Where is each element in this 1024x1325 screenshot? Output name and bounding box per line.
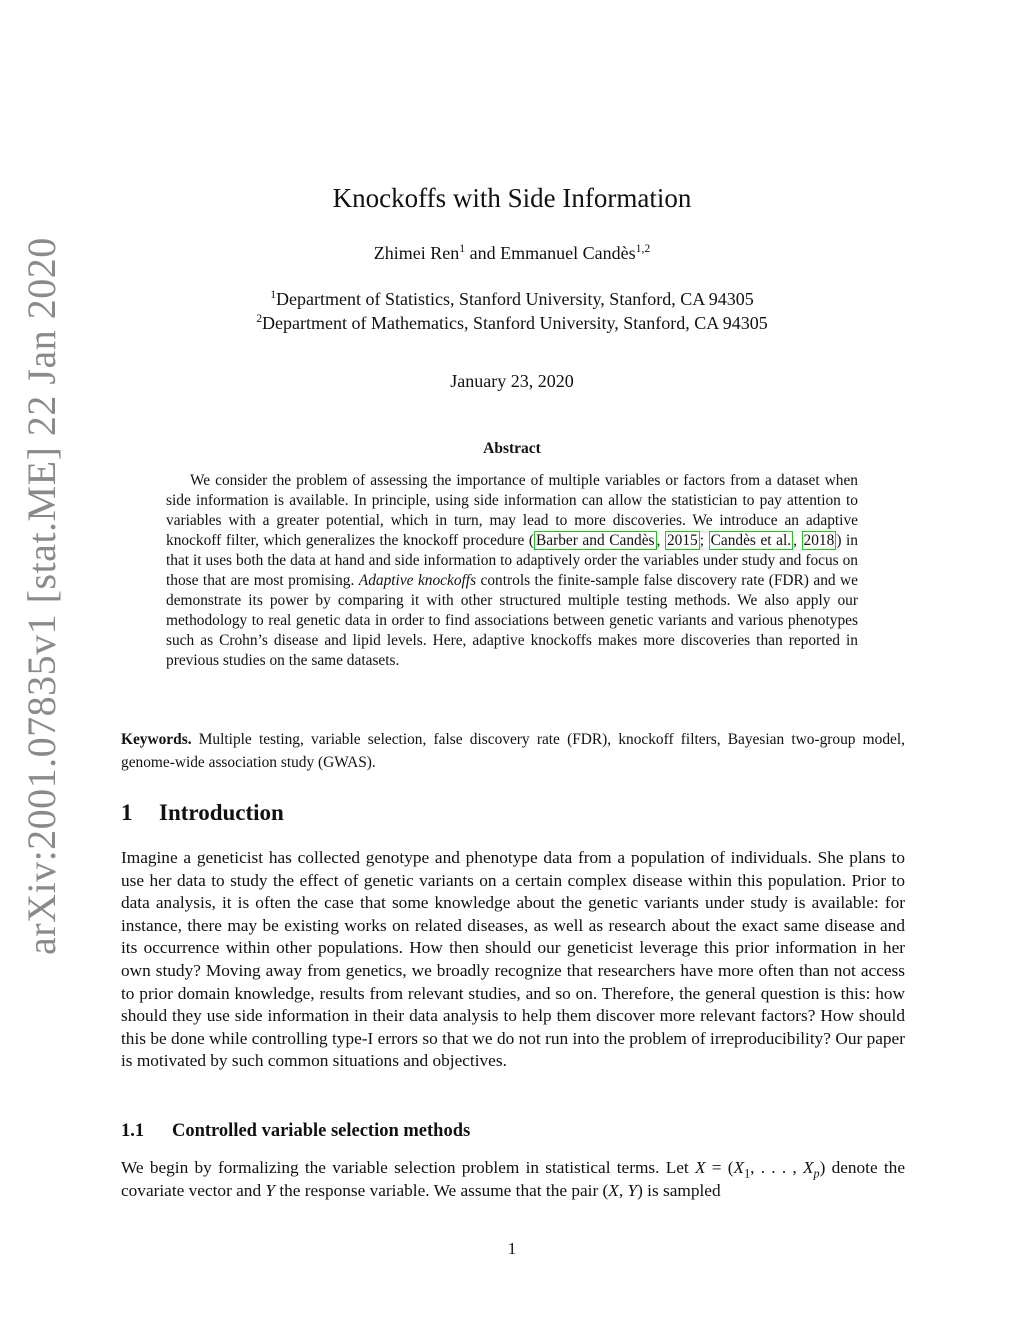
paragraph-text: the response variable. We assume that the pair ( [275,1180,609,1200]
author-conjunction: and [465,243,501,263]
citation-separator: , [793,532,802,549]
affiliation-line [0,311,1024,335]
citation-year: 2018 [803,532,835,549]
math-symbol: X, Y [608,1180,638,1200]
emphasized-term: Adaptive knockoffs [358,572,477,589]
section-number: 1 [121,800,133,825]
paper-title: Knockoffs with Side Information [332,183,692,213]
keywords-text: Multiple testing, variable selection, false discovery rate (FDR), knockoff filters, Bayesian two-group model, genome-wide association study (GWAS). [121,731,905,771]
abstract-text: ) in that it uses both the data at hand and side information to adaptively order the variables under study and focus on those that are most promising. [166,532,858,589]
paragraph-text: ) denote the covariate vector and [121,1158,905,1200]
author-line [0,243,1024,264]
abstract-heading: Abstract [483,440,541,457]
abstract-text: We consider the problem of assessing the importance of multiple variables or factors from a dataset when side information is available. In principle, using side information can allow the statistician to pay attention to variables with a greater potential, which in turn, may lead to more discoveries. We introduce an adaptive knockoff filter, which generalizes the knockoff procedure ( [166,472,858,549]
abstract-text: controls the finite-sample false discovery rate (FDR) and we demonstrate its power by comparing it with other structured multiple testing methods. We also apply our methodology to real genetic data in order to find associations between genetic variants and various phenotypes such as Crohn’s disease and lipid levels. Here, adaptive knockoffs makes more discoveries than reported in previous studies on the same datasets. [166,572,859,669]
affiliations [0,287,1024,335]
affiliation-mark: 1 [270,288,277,301]
citation-separator: , [656,532,665,549]
math-symbol: X [733,1158,745,1177]
citation-separator: ; [699,532,709,549]
math-symbol: X [802,1158,814,1177]
affiliation-text: Department of Statistics, Stanford University, Stanford, CA 94305 [276,289,754,309]
section-heading [121,800,284,826]
paper-date: January 23, 2020 [450,371,574,391]
math-symbol: Y [265,1180,276,1200]
abstract-body [166,471,858,671]
citation-link[interactable] [534,531,657,550]
math-subscript: p [813,1166,820,1181]
arxiv-identifier: arXiv:2001.07835v1 [stat.ME] 22 Jan 2020 [19,237,64,955]
subsection-heading [121,1121,470,1142]
affiliation-text: Department of Mathematics, Stanford University, Stanford, CA 94305 [262,313,768,333]
affiliation-mark: 1 [459,242,466,255]
citation-authors: Barber and Candès [535,532,655,549]
affiliation-mark: 1,2 [635,242,651,255]
citation-year-link[interactable] [665,531,700,550]
citation-year: 2015 [666,532,698,549]
math-symbol: X [694,1158,706,1177]
subsection-paragraph [121,1157,905,1202]
author-name: Zhimei Ren [373,243,460,263]
page-number: 1 [507,1239,517,1258]
intro-paragraph: Imagine a geneticist has collected genotype and phenotype data from a population of individuals. She plans to use her data to study the effect of genetic variants on a certain complex disease within this population. Prior to data analysis, it is often the case that some knowledge about the genetic variants under study is available: for instance, there may be existing works on related diseases, as well as research about the exact same disease and its occurrence within other populations. How then should our geneticist leverage this prior information in her own study? Moving away from genetics, we broadly recognize that researchers have more often than not access to prior domain knowledge, results from relevant studies, and so on. Therefore, the general question is this: how should they use side information in their data analysis to help them discover more relevant factors? How should this be done while controlling type-I errors so that we do not run into the problem of irreproducibility? Our paper is motivated by such common situations and objectives. [121,848,905,1071]
subsection-title: Controlled variable selection methods [172,1121,471,1141]
author-name: Emmanuel Candès [500,243,636,263]
keywords-label: Keywords. [121,731,192,748]
math-subscript: 1 [744,1166,751,1181]
paragraph-text: We begin by formalizing the variable selection problem in statistical terms. Let [121,1158,695,1177]
paragraph-text: ) is sampled [637,1180,721,1200]
subsection-number: 1.1 [121,1121,145,1141]
paragraph-text: , . . . , [750,1158,803,1177]
citation-year-link[interactable] [802,531,837,550]
section-title: Introduction [159,800,284,825]
keywords [121,728,905,774]
affiliation-line [0,287,1024,311]
affiliation-mark: 2 [256,312,263,325]
paragraph-text: = ( [705,1158,734,1177]
citation-link[interactable] [709,531,794,550]
citation-authors: Candès et al. [710,532,792,549]
